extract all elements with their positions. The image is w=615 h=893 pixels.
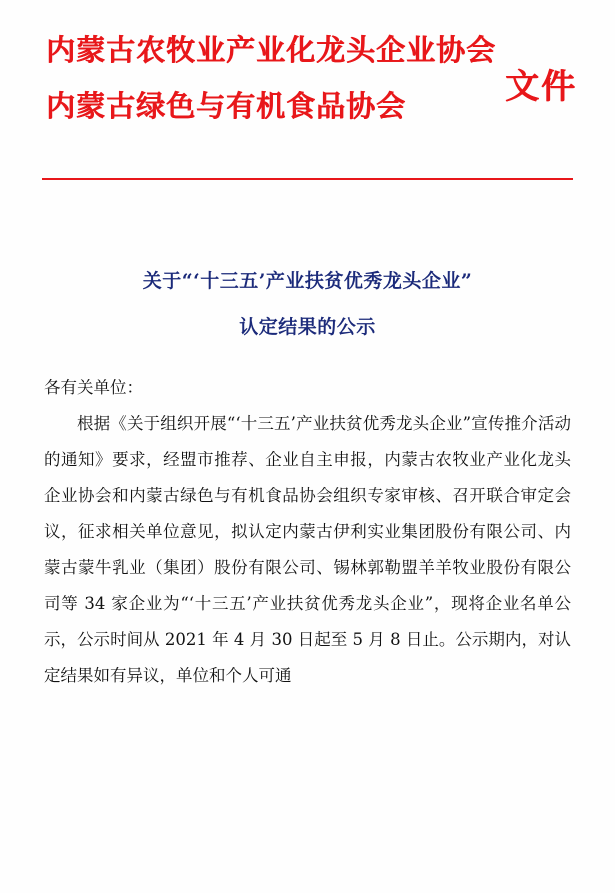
page-title	[0, 258, 615, 350]
document-body	[0, 370, 615, 694]
salutation: 各有关单位：	[44, 378, 143, 397]
document-masthead	[0, 0, 615, 126]
page-title-line-1: 关于“‘十三五’产业扶贫优秀龙头企业”	[142, 270, 473, 292]
masthead-association-line-1: 内蒙古农牧业产业化龙头企业协会	[46, 33, 497, 67]
masthead-association-line-2: 内蒙古绿色与有机食品协会	[46, 89, 407, 123]
masthead-red-divider	[42, 178, 573, 180]
page-title-line-2: 认定结果的公示	[239, 316, 376, 338]
masthead-document-word: 文件	[505, 67, 577, 107]
body-paragraph-1: 根据《关于组织开展“‘十三五’产业扶贫优秀龙头企业”宣传推介活动的通知》要求，经盟市推荐、企业自主申报，内蒙古农牧业产业化龙头企业协会和内蒙古绿色与有机食品协会组织专家审核、召开联合审定会议，征求相关单位意见，拟认定内蒙古伊利实业集团股份有限公司、内蒙古蒙牛乳业（集团）股份有限公司、锡林郭勒盟羊羊牧业股份有限公司等 34 家企业为“‘十三五’产业扶贫优秀龙头企业”，现将企业名单公示，公示时间从 2021 年 4 月 30 日起至 5 月 8 日止。公示期内，对认定结果如有异议，单位和个人可通	[44, 414, 571, 685]
